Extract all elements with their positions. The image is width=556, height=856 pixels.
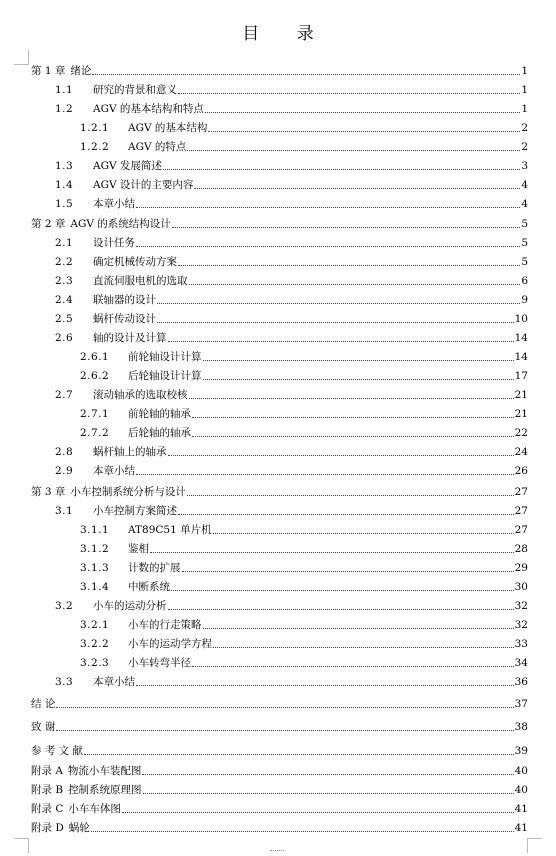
crop-mark-bottom-left <box>14 838 29 853</box>
toc-entry-page-number: 2 <box>521 122 528 134</box>
toc-entry[interactable] <box>0 293 556 307</box>
toc-entry-page-number: 38 <box>514 721 528 733</box>
toc-entry-lead <box>31 720 55 734</box>
toc-entry-page-number: 30 <box>514 581 528 593</box>
toc-dot-leader <box>205 112 520 113</box>
toc-entry-title: 轴的设计及计算 <box>93 332 167 344</box>
toc-dot-leader <box>136 474 514 475</box>
toc-entry-page-number: 40 <box>514 784 528 796</box>
crop-mark-top-left <box>14 50 29 65</box>
toc-entry-page-number: 26 <box>514 465 528 477</box>
toc-entry[interactable] <box>0 83 556 97</box>
toc-entry-page-number: 28 <box>514 543 528 555</box>
toc-entry-title: 小车的行走策略 <box>128 619 202 631</box>
toc-entry-lead <box>55 388 188 402</box>
toc-entry-lead <box>80 580 170 594</box>
toc-dot-leader <box>213 647 514 648</box>
footer-mark <box>270 850 284 853</box>
toc-entry-lead <box>55 83 177 97</box>
toc-entry-page-number: 33 <box>514 638 528 650</box>
toc-entry-number: 1.1 <box>55 84 74 96</box>
toc-dot-leader <box>178 93 520 94</box>
toc-dot-leader <box>203 379 514 380</box>
toc-dot-leader <box>192 666 514 667</box>
toc-entry-number: 2.7.2 <box>80 427 110 439</box>
toc-entry-lead <box>31 217 171 231</box>
toc-entry[interactable] <box>0 388 556 402</box>
toc-entry[interactable] <box>0 618 556 632</box>
toc-entry-page-number: 9 <box>521 294 528 306</box>
toc-entry-number: 2.2 <box>55 256 74 268</box>
toc-entry[interactable] <box>0 426 556 440</box>
toc-entry[interactable] <box>0 64 556 78</box>
toc-dot-leader <box>189 398 514 399</box>
toc-entry[interactable] <box>0 542 556 556</box>
toc-entry-number: 2.6.1 <box>80 351 110 363</box>
toc-dot-leader <box>172 227 520 228</box>
toc-entry-lead <box>55 445 167 459</box>
toc-dot-leader <box>208 131 520 132</box>
toc-dot-leader <box>136 246 520 247</box>
toc-entry-lead <box>55 159 162 173</box>
toc-entry[interactable] <box>0 217 556 231</box>
toc-entry-number: 附录 B <box>31 784 64 796</box>
toc-entry-lead <box>55 599 167 613</box>
toc-dot-leader <box>122 812 514 813</box>
toc-dot-leader <box>92 74 520 75</box>
toc-dot-leader <box>157 322 514 323</box>
toc-entry-title: AT89C51 单片机 <box>128 524 212 536</box>
toc-entry-title: 本章小结 <box>93 198 135 210</box>
toc-entry[interactable] <box>0 102 556 116</box>
toc-dot-leader <box>203 360 514 361</box>
toc-entry-number: 第 2 章 <box>31 218 66 230</box>
toc-dot-leader <box>168 609 514 610</box>
toc-entry[interactable] <box>0 350 556 364</box>
toc-entry[interactable] <box>0 445 556 459</box>
toc-entry-lead <box>31 485 186 499</box>
toc-dot-leader <box>91 831 514 832</box>
toc-entry-title: 研究的背景和意义 <box>93 84 177 96</box>
toc-dot-leader <box>84 754 514 755</box>
toc-entry-title: 参 考 文 献 <box>31 745 84 757</box>
toc-entry-number: 2.9 <box>55 465 74 477</box>
toc-entry[interactable] <box>0 331 556 345</box>
toc-entry-title: 前轮轴的轴承 <box>128 408 191 420</box>
toc-entry-lead <box>31 802 121 816</box>
toc-entry[interactable] <box>0 523 556 537</box>
toc-entry[interactable] <box>0 637 556 651</box>
toc-dot-leader <box>56 707 514 708</box>
toc-entry-page-number: 6 <box>521 275 528 287</box>
toc-entry[interactable] <box>0 255 556 269</box>
toc-dot-leader <box>171 590 514 591</box>
toc-entry-page-number: 1 <box>521 65 528 77</box>
toc-entry-lead <box>31 697 55 711</box>
toc-dot-leader <box>213 533 514 534</box>
toc-entry-number: 2.5 <box>55 313 74 325</box>
toc-entry-page-number: 34 <box>514 657 528 669</box>
toc-entry-page-number: 27 <box>514 505 528 517</box>
toc-entry-page-number: 21 <box>514 389 528 401</box>
toc-entry-number: 第 1 章 <box>31 65 66 77</box>
toc-entry-lead <box>80 637 212 651</box>
toc-entry-page-number: 27 <box>514 524 528 536</box>
toc-entry-number: 1.3 <box>55 160 74 172</box>
toc-entry-page-number: 22 <box>514 427 528 439</box>
toc-entry-title: 滚动轴承的选取校核 <box>93 389 188 401</box>
toc-dot-leader <box>157 303 520 304</box>
toc-entry-lead <box>31 64 91 78</box>
toc-entry-number: 2.4 <box>55 294 74 306</box>
toc-entry-lead <box>31 783 142 797</box>
toc-dot-leader <box>194 188 520 189</box>
toc-entry-title: AGV 发展简述 <box>93 160 162 172</box>
toc-entry-title: AGV 设计的主要内容 <box>93 179 194 191</box>
toc-entry-lead <box>55 464 135 478</box>
toc-entry-number: 3.1.2 <box>80 543 110 555</box>
toc-entry-title: 设计任务 <box>93 237 135 249</box>
toc-dot-leader <box>178 265 520 266</box>
toc-entry[interactable] <box>0 197 556 211</box>
toc-entry[interactable] <box>0 407 556 421</box>
toc-entry-lead <box>55 102 204 116</box>
toc-entry-page-number: 5 <box>521 218 528 230</box>
toc-entry-lead <box>55 178 193 192</box>
toc-entry-lead <box>55 236 135 250</box>
toc-entry-number: 2.1 <box>55 237 74 249</box>
toc-entry-lead <box>80 140 186 154</box>
toc-entry[interactable] <box>0 580 556 594</box>
toc-entry-title: 联轴器的设计 <box>93 294 156 306</box>
toc-entry-title: 小车控制方案简述 <box>93 505 177 517</box>
toc-entry-title: 后轮轴设计计算 <box>128 370 202 382</box>
toc-dot-leader <box>168 341 514 342</box>
toc-dot-leader <box>187 495 514 496</box>
toc-entry-title: AGV 的特点 <box>128 141 187 153</box>
toc-entry-page-number: 29 <box>514 562 528 574</box>
toc-dot-leader <box>143 793 514 794</box>
toc-entry-page-number: 40 <box>514 765 528 777</box>
toc-entry-title: 绪论 <box>70 65 92 77</box>
toc-entry-lead <box>31 821 90 835</box>
toc-entry-number: 第 3 章 <box>31 486 66 498</box>
toc-entry-lead <box>55 504 177 518</box>
toc-entry-title: 后轮轴的轴承 <box>128 427 191 439</box>
page-title: 目 录 <box>242 24 330 44</box>
toc-entry-title: 结 论 <box>31 698 56 710</box>
toc-entry-number: 2.6 <box>55 332 74 344</box>
toc-entry-lead <box>80 369 202 383</box>
toc-entry-title: 确定机械传动方案 <box>93 256 177 268</box>
toc-dot-leader <box>136 207 520 208</box>
toc-entry-title: 直流伺服电机的选取 <box>93 275 188 287</box>
toc-entry[interactable] <box>0 236 556 250</box>
toc-entry-page-number: 5 <box>521 256 528 268</box>
toc-entry-title: 计数的扩展 <box>128 562 181 574</box>
toc-entry-lead <box>80 542 149 556</box>
toc-entry[interactable] <box>0 504 556 518</box>
toc-entry[interactable] <box>0 274 556 288</box>
toc-entry-title: 中断系统 <box>128 581 170 593</box>
toc-entry[interactable] <box>0 675 556 689</box>
toc-entry-lead <box>55 255 177 269</box>
toc-entry-title: 前轮轴设计计算 <box>128 351 202 363</box>
toc-entry-lead <box>80 523 212 537</box>
toc-entry-lead <box>80 407 191 421</box>
toc-entry-page-number: 36 <box>514 676 528 688</box>
toc-entry-number: 3.1.3 <box>80 562 110 574</box>
toc-entry-lead <box>80 656 191 670</box>
toc-dot-leader <box>189 284 520 285</box>
toc-entry-page-number: 21 <box>514 408 528 420</box>
toc-entry-page-number: 1 <box>521 103 528 115</box>
toc-entry-number: 2.7 <box>55 389 74 401</box>
toc-entry-title: 小车控制系统分析与设计 <box>70 486 186 498</box>
toc-entry-page-number: 32 <box>514 619 528 631</box>
toc-entry-page-number: 4 <box>521 198 528 210</box>
toc-entry-page-number: 39 <box>514 745 528 757</box>
toc-entry-title: 小车车体图 <box>68 803 121 815</box>
toc-entry-number: 3.3 <box>55 676 74 688</box>
toc-entry-title: 本章小结 <box>93 465 135 477</box>
toc-entry[interactable] <box>0 140 556 154</box>
toc-entry[interactable] <box>0 561 556 575</box>
toc-dot-leader <box>150 552 514 553</box>
toc-entry-number: 2.8 <box>55 446 74 458</box>
toc-entry-page-number: 41 <box>514 822 528 834</box>
toc-dot-leader <box>136 685 514 686</box>
toc-entry-page-number: 17 <box>514 370 528 382</box>
toc-entry-page-number: 41 <box>514 803 528 815</box>
toc-entry-number: 3.1 <box>55 505 74 517</box>
toc-entry[interactable] <box>0 485 556 499</box>
toc-entry-page-number: 1 <box>521 84 528 96</box>
toc-entry-lead <box>80 121 207 135</box>
toc-entry-number: 2.6.2 <box>80 370 110 382</box>
toc-dot-leader <box>56 730 514 731</box>
toc-entry-number: 附录 A <box>31 765 63 777</box>
toc-entry-lead <box>80 426 191 440</box>
toc-entry-lead <box>31 744 83 758</box>
toc-entry-number: 1.2.2 <box>80 141 110 153</box>
toc-entry-title: 鉴相 <box>128 543 149 555</box>
toc-entry-number: 3.2 <box>55 600 74 612</box>
toc-entry-number: 附录 C <box>31 803 64 815</box>
toc-entry-lead <box>55 274 188 288</box>
toc-dot-leader <box>168 455 514 456</box>
toc-entry-number: 附录 D <box>31 822 64 834</box>
toc-entry[interactable] <box>0 744 556 758</box>
toc-entry-page-number: 14 <box>514 351 528 363</box>
toc-entry-number: 1.5 <box>55 198 74 210</box>
toc-dot-leader <box>203 628 514 629</box>
toc-entry-title: 本章小结 <box>93 676 135 688</box>
toc-entry[interactable] <box>0 159 556 173</box>
toc-entry-page-number: 24 <box>514 446 528 458</box>
toc-entry-page-number: 27 <box>514 486 528 498</box>
toc-entry-title: AGV 的系统结构设计 <box>70 218 171 230</box>
toc-entry-lead <box>55 312 156 326</box>
toc-entry-number: 2.3 <box>55 275 74 287</box>
toc-dot-leader <box>163 169 520 170</box>
toc-entry-lead <box>80 350 202 364</box>
toc-entry-number: 2.7.1 <box>80 408 110 420</box>
toc-entry[interactable] <box>0 464 556 478</box>
toc-entry-page-number: 4 <box>521 179 528 191</box>
toc-entry-title: 蜗轮 <box>68 822 90 834</box>
toc-entry-title: 小车的运动分析 <box>93 600 167 612</box>
toc-dot-leader <box>192 417 514 418</box>
toc-dot-leader <box>182 571 514 572</box>
toc-entry-title: AGV 的基本结构和特点 <box>93 103 204 115</box>
toc-entry[interactable] <box>0 312 556 326</box>
toc-dot-leader <box>142 774 514 775</box>
toc-entry-page-number: 5 <box>521 237 528 249</box>
toc-entry-lead <box>31 764 141 778</box>
toc-entry-lead <box>55 293 156 307</box>
toc-entry-lead <box>80 561 181 575</box>
toc-entry[interactable] <box>0 764 556 778</box>
toc-entry-number: 1.2 <box>55 103 74 115</box>
toc-entry[interactable] <box>0 656 556 670</box>
toc-entry-number: 3.2.1 <box>80 619 110 631</box>
toc-entry[interactable] <box>0 178 556 192</box>
toc-entry-number: 1.2.1 <box>80 122 110 134</box>
toc-entry[interactable] <box>0 821 556 835</box>
toc-entry-title: AGV 的基本结构 <box>128 122 208 134</box>
toc-entry-page-number: 10 <box>514 313 528 325</box>
toc-entry[interactable] <box>0 121 556 135</box>
toc-entry-title: 蜗杆传动设计 <box>93 313 156 325</box>
toc-entry-page-number: 3 <box>521 160 528 172</box>
toc-entry-number: 1.4 <box>55 179 74 191</box>
toc-entry-title: 小车的运动学方程 <box>128 638 212 650</box>
toc-entry-title: 致 谢 <box>31 721 56 733</box>
toc-entry-number: 3.1.1 <box>80 524 110 536</box>
toc-entry[interactable] <box>0 783 556 797</box>
toc-entry-lead <box>55 675 135 689</box>
toc-entry-title: 蜗杆轴上的轴承 <box>93 446 167 458</box>
toc-dot-leader <box>192 436 514 437</box>
toc-entry[interactable] <box>0 697 556 711</box>
toc-entry-number: 3.2.3 <box>80 657 110 669</box>
crop-mark-bottom-right <box>527 838 542 853</box>
toc-entry-lead <box>80 618 202 632</box>
toc-entry-page-number: 32 <box>514 600 528 612</box>
toc-entry-page-number: 14 <box>514 332 528 344</box>
toc-entry-number: 3.2.2 <box>80 638 110 650</box>
toc-entry[interactable] <box>0 720 556 734</box>
toc-entry-lead <box>55 331 167 345</box>
toc-dot-leader <box>187 150 520 151</box>
toc-entry-page-number: 2 <box>521 141 528 153</box>
toc-entry-lead <box>55 197 135 211</box>
toc-entry-title: 物流小车装配图 <box>67 765 142 777</box>
toc-entry[interactable] <box>0 369 556 383</box>
toc-entry[interactable] <box>0 599 556 613</box>
toc-dot-leader <box>178 514 514 515</box>
toc-entry-number: 3.1.4 <box>80 581 110 593</box>
toc-entry[interactable] <box>0 802 556 816</box>
toc-entry-title: 小车转弯半径 <box>128 657 191 669</box>
toc-entry-title: 控制系统原理图 <box>68 784 142 796</box>
toc-entry-page-number: 37 <box>514 698 528 710</box>
